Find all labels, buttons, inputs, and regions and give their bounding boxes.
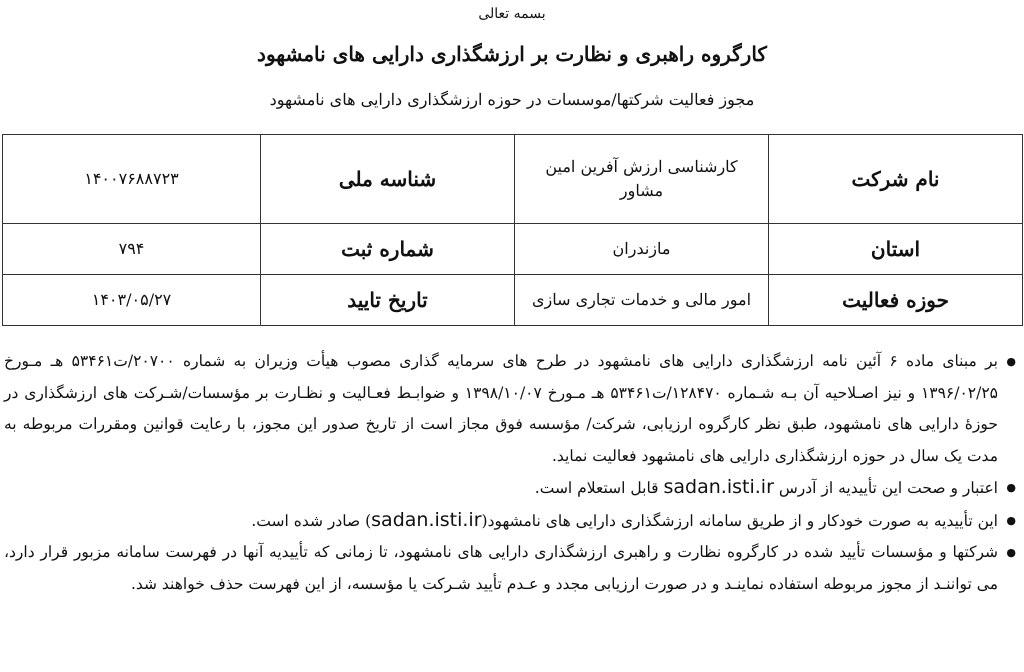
legal-basis-note: بر مبنای ماده ۶ آئین نامه ارزشگذاری دارایی های نامشهود در طرح های سرمایه گذاری مصوب هیأت وزیران به شماره ۲۰۷۰۰/ت۵۳۴۶۱ هـ مـورخ ۱۳۹۶/۰۲/۲۵ و نیز اصـلاحیه آن بـه شـماره ۱۲۸۴۷۰/ت۵۳۴۶۱ هـ مـورخ ۱۳۹۸/۱۰/۰۷ و ضوابـط فعـالیت و نظـارت بر مؤسسات/شـرکت های ارزشگذاری در حوزۀ دارایی های نامشهود، طبق نظر کارگروه ارزیابی، شرکت/ مؤسسه فوق مجاز است از تاریخ صدور این مجوز، با رعایت قوانین ومقررات مربوطه به مدت یک سال در حوزه ارزشگذاری دارایی های نامشهود فعالیت نماید. [4, 352, 998, 465]
verification-url-link[interactable]: sadan.isti.ir [663, 476, 774, 498]
issuance-note-end: ) صادر شده است. [251, 511, 372, 530]
registration-number-value: ۷۹۴ [3, 224, 261, 275]
verification-note-start: اعتبار و صحت این تأییدیه از آدرس [778, 479, 998, 497]
issuance-note-start: این تأییدیه به صورت خودکار و از طریق سامانه ارزشگذاری دارایی های نامشهود( [481, 511, 998, 530]
invocation-text: بسمه تعالی [478, 6, 546, 22]
issuance-url-link[interactable]: sadan.isti.ir [371, 508, 482, 531]
list-item [4, 537, 998, 600]
table-row [3, 275, 1023, 326]
activity-field-value: امور مالی و خدمات تجاری سازی [515, 275, 769, 326]
table-row [3, 135, 1023, 224]
national-id-value: ۱۴۰۰۷۶۸۸۷۲۳ [3, 135, 261, 224]
approval-date-value: ۱۴۰۳/۰۵/۲۷ [3, 275, 261, 326]
document-subtitle: مجوز فعالیت شرکتها/موسسات در حوزه ارزشگذاری دارایی های نامشهود [269, 90, 755, 109]
table-row [3, 224, 1023, 275]
list-item [4, 346, 998, 472]
list-item [4, 472, 998, 505]
company-name-value: کارشناسی ارزش آفرین امین مشاور [515, 135, 769, 224]
validity-note: شرکتها و مؤسسات تأیید شده در کارگروه نظارت و راهبری ارزشگذاری دارایی های نامشهود، تا زمانی که تأییدیه آنها در فهرست سامانه مزبور قرار دارد، می تواننـد از مجوز مربوطه استفاده نماینـد و در صورت ارزیابی مجدد و عـدم تأیید شـرکت یا مؤسسه، از این فهرست حذف خواهند شد. [4, 543, 998, 593]
national-id-label: شناسه ملی [261, 135, 515, 224]
verification-note-end: قابل استعلام است. [534, 479, 659, 497]
company-info-table [2, 134, 1023, 326]
organization-title: کارگروه راهبری و نظارت بر ارزشگذاری دارایی های نامشهود [257, 42, 767, 66]
company-name-label: نام شرکت [769, 135, 1023, 224]
province-label: استان [769, 224, 1023, 275]
notes-list [4, 346, 1020, 600]
registration-number-label: شماره ثبت [261, 224, 515, 275]
list-item [4, 505, 998, 538]
approval-date-label: تاریخ تایید [261, 275, 515, 326]
province-value: مازندران [515, 224, 769, 275]
activity-field-label: حوزه فعالیت [769, 275, 1023, 326]
